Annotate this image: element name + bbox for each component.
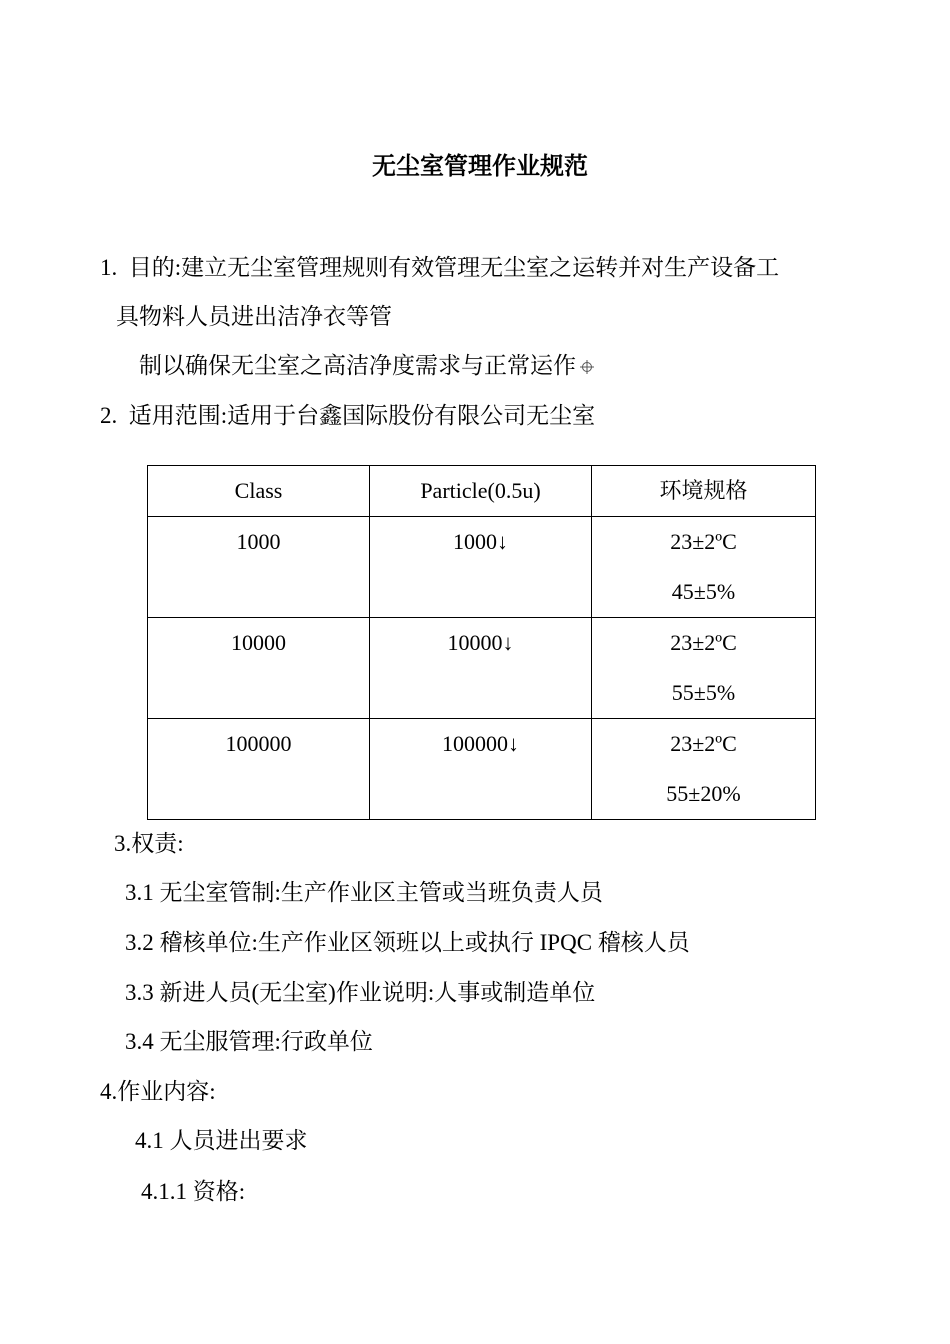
table-header-particle: Particle(0.5u): [370, 466, 592, 517]
section-1-number: 1.: [100, 255, 118, 280]
table-row: [148, 719, 816, 820]
section-3-item: 3.4 无尘服管理:行政单位: [125, 1029, 373, 1054]
table-header-row: [148, 466, 816, 517]
temperature-value: 23±2ºC: [670, 529, 737, 554]
table-header-environment: 环境规格: [592, 466, 816, 517]
table-cell-environment: [592, 618, 816, 719]
cleanroom-spec-table: [147, 465, 816, 820]
temperature-value: 23±2ºC: [670, 630, 737, 655]
humidity-value: 55±5%: [671, 680, 736, 705]
table-cell-particle: [370, 618, 592, 719]
document-title: 无尘室管理作业规范: [372, 154, 588, 180]
section-4-1-heading: 4.1 人员进出要求: [135, 1128, 308, 1153]
section-1-line-1: [100, 253, 779, 283]
table-cell-particle: [370, 517, 592, 618]
section-3-item: 3.2 稽核单位:生产作业区领班以上或执行 IPQC 稽核人员: [125, 930, 690, 955]
table-cell-class: [148, 618, 370, 719]
humidity-value: 55±20%: [666, 781, 741, 806]
table-row: [148, 517, 816, 618]
particle-value: 10000↓: [447, 630, 514, 655]
section-3-item: 3.3 新进人员(无尘室)作业说明:人事或制造单位: [125, 980, 596, 1005]
table-cell-environment: [592, 719, 816, 820]
section-2-text: 适用范围:适用于台鑫国际股份有限公司无尘室: [128, 403, 596, 428]
temperature-value: 23±2ºC: [670, 731, 737, 756]
section-2-number: 2.: [100, 403, 118, 428]
table-header-class: Class: [148, 466, 370, 517]
section-3-item: 3.1 无尘室管制:生产作业区主管或当班负责人员: [125, 880, 603, 905]
section-1-line-3-text: 制以确保无尘室之高洁净度需求与正常运作: [139, 353, 576, 378]
section-1-line-3: [139, 351, 594, 381]
crosshair-mark-icon: [580, 352, 594, 366]
section-3-heading: 3.权责:: [114, 831, 184, 856]
section-4-heading: 4.作业内容:: [100, 1079, 216, 1104]
table-cell-class: [148, 517, 370, 618]
particle-value: 100000↓: [442, 731, 519, 756]
table-cell-environment: [592, 517, 816, 618]
section-2-line: [100, 401, 595, 431]
class-value: 10000: [231, 630, 286, 655]
section-4-1-1-heading: 4.1.1 资格:: [141, 1179, 246, 1204]
section-1-text: 目的:建立无尘室管理规则有效管理无尘室之运转并对生产设备工: [128, 255, 780, 280]
table-cell-class: [148, 719, 370, 820]
class-value: 1000: [236, 529, 281, 554]
humidity-value: 45±5%: [671, 579, 736, 604]
table-cell-particle: [370, 719, 592, 820]
table-row: [148, 618, 816, 719]
particle-value: 1000↓: [453, 529, 508, 554]
class-value: 100000: [225, 731, 292, 756]
section-1-line-2: 具物料人员进出洁净衣等管: [116, 304, 392, 329]
